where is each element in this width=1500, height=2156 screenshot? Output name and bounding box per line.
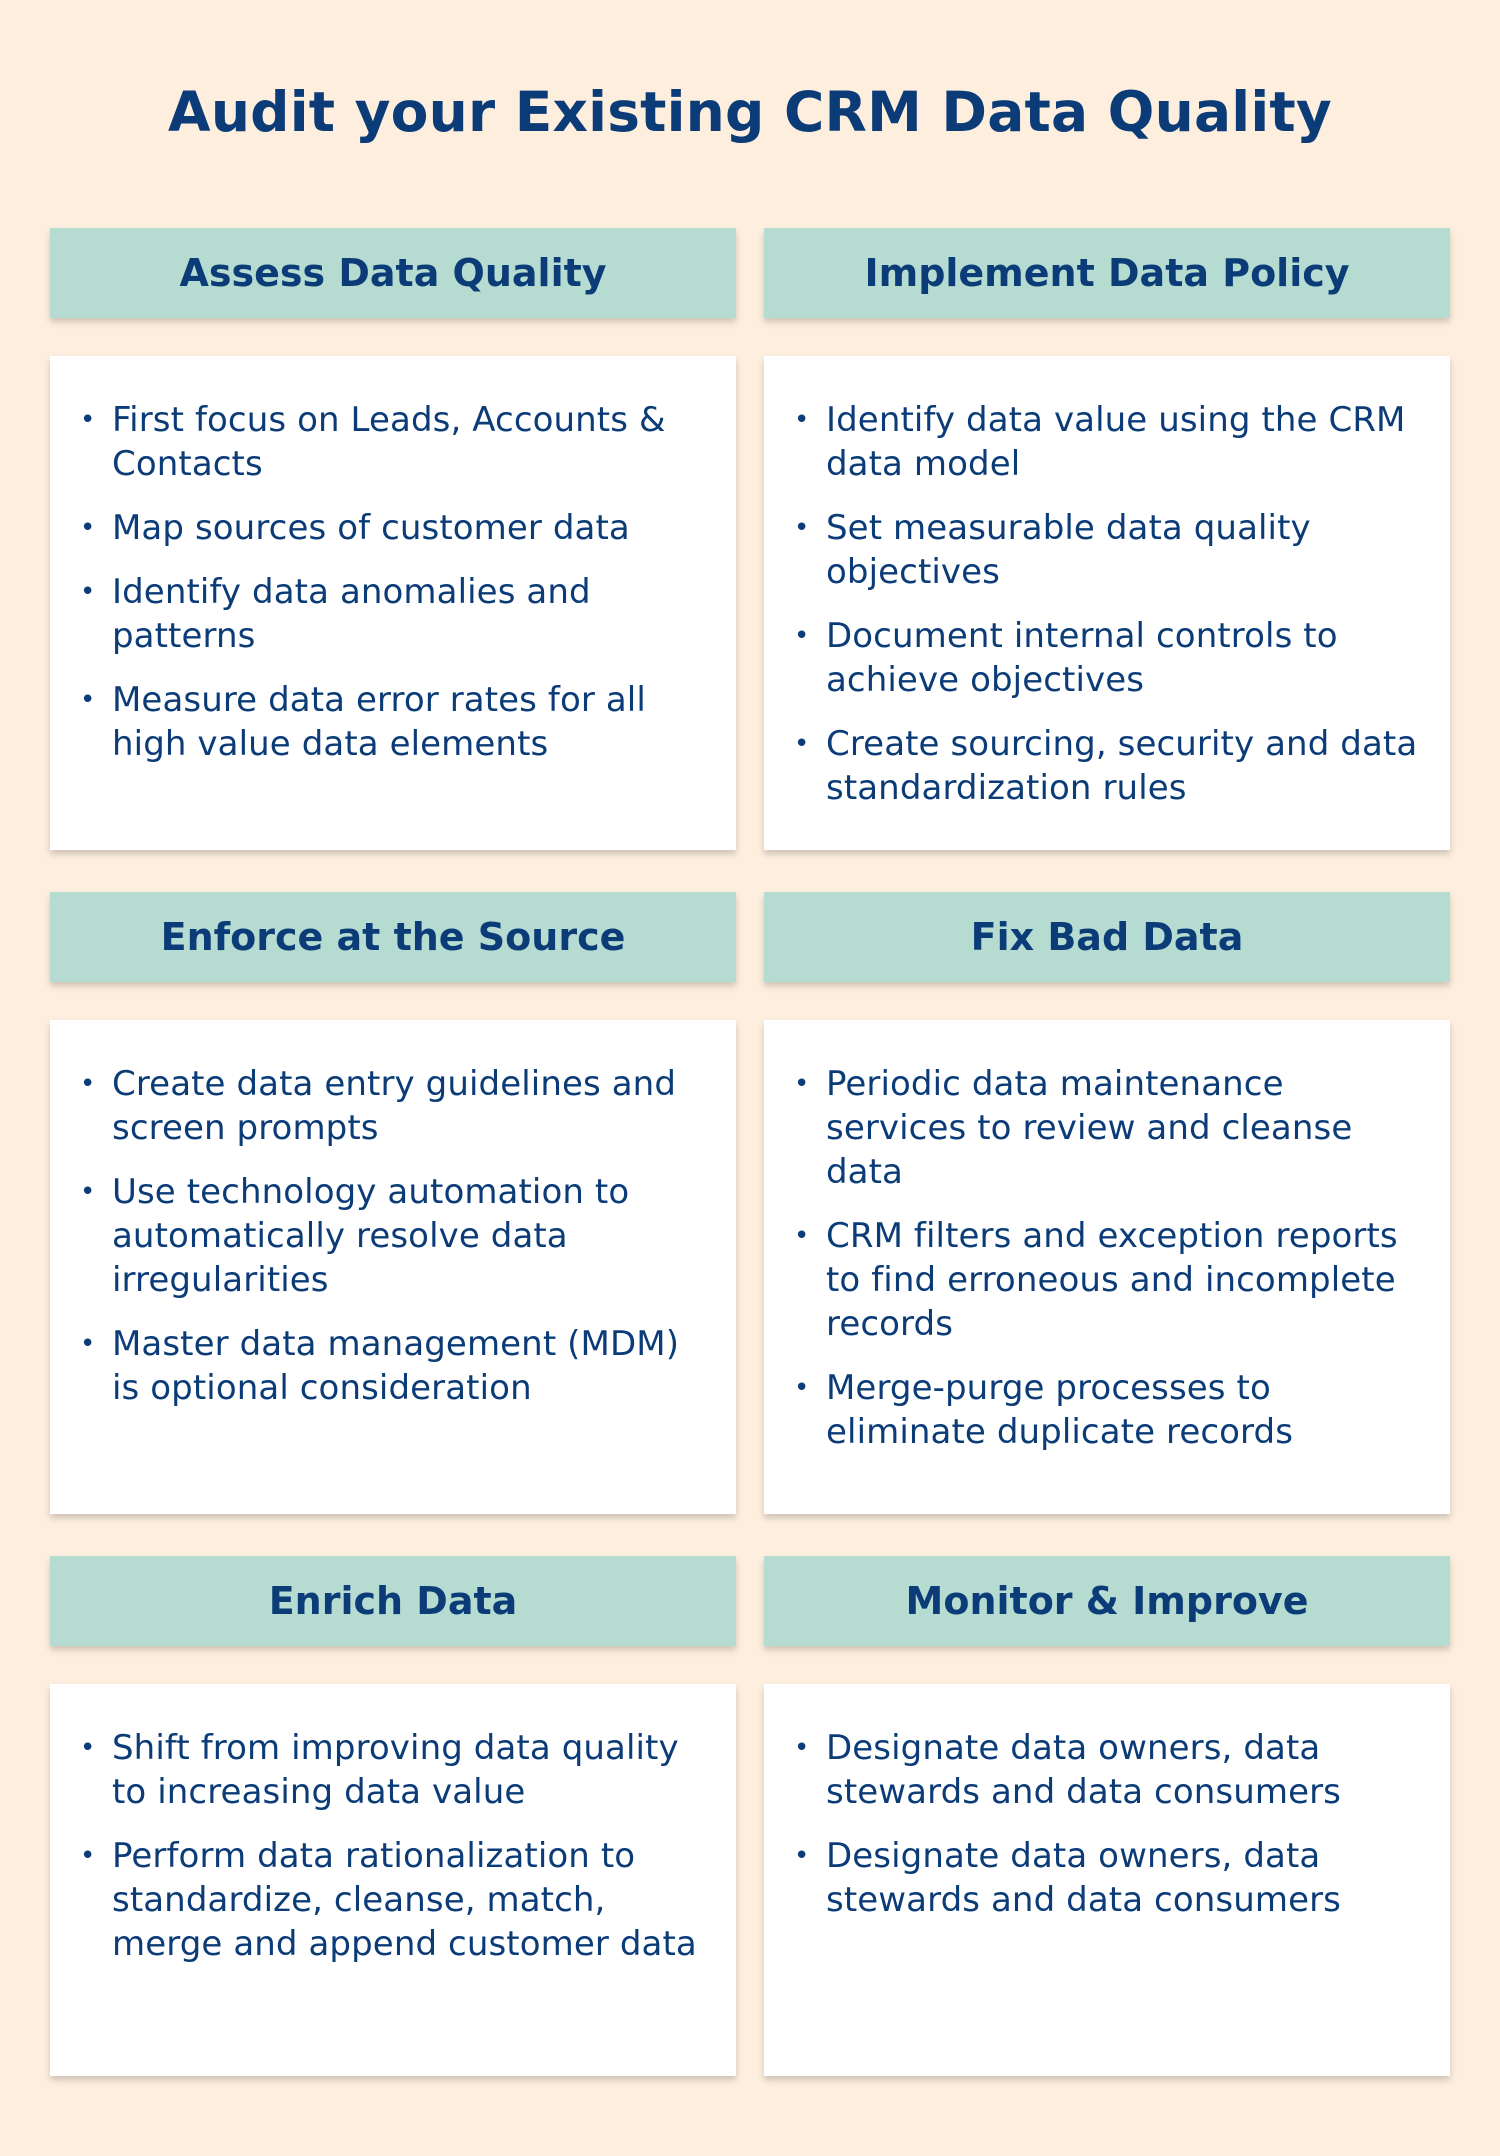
bullet-icon: • [794, 729, 810, 759]
list-item: • Set measurable data quality objectives [794, 508, 1311, 592]
bullet-list [50, 1726, 708, 1966]
list-item: • Shift from improving data quality to increasing data value [80, 1728, 679, 1812]
bullet-icon: • [794, 1733, 810, 1763]
list-item: • Use technology automation to automatically resolve data irregularities [80, 1172, 630, 1300]
bullet-icon: • [80, 513, 96, 543]
bullet-icon: • [794, 405, 810, 435]
section-card-monitor-and-improve [764, 1684, 1450, 2076]
bullet-icon: • [794, 1069, 810, 1099]
section-header-assess-data-quality: Assess Data Quality [50, 228, 736, 318]
section-card-implement-data-policy [764, 356, 1450, 850]
bullet-icon: • [794, 621, 810, 651]
list-item: • Create data entry guidelines and screen prompts [80, 1064, 677, 1148]
bullet-icon: • [80, 577, 96, 607]
bullet-list [764, 1726, 1422, 1922]
list-item: • Document internal controls to achieve objectives [794, 616, 1338, 700]
bullet-list [764, 1062, 1422, 1454]
list-item: • Designate data owners, data stewards and data consumers [794, 1728, 1341, 1812]
bullet-icon: • [80, 1177, 96, 1207]
bullet-icon: • [80, 1841, 96, 1871]
bullet-list [50, 1062, 708, 1410]
section-card-assess-data-quality [50, 356, 736, 850]
list-item: • Master data management (MDM) is optional consideration [80, 1324, 680, 1408]
list-item: • Identify data value using the CRM data model [794, 400, 1406, 484]
bullet-icon: • [80, 1069, 96, 1099]
bullet-icon: • [794, 1841, 810, 1871]
section-header-enrich-data: Enrich Data [50, 1556, 736, 1646]
list-item: • Measure data error rates for all high value data elements [80, 680, 646, 764]
section-header-fix-bad-data: Fix Bad Data [764, 892, 1450, 982]
list-item: • Create sourcing, security and data standardization rules [794, 724, 1418, 808]
list-item: • Map sources of customer data [80, 508, 630, 548]
page-title: Audit your Existing CRM Data Quality [168, 80, 1332, 144]
list-item: • Periodic data maintenance services to review and cleanse data [794, 1064, 1353, 1192]
bullet-icon: • [794, 513, 810, 543]
list-item: • CRM filters and exception reports to find erroneous and incomplete records [794, 1216, 1398, 1344]
list-item: • Identify data anomalies and patterns [80, 572, 591, 656]
list-item: • Merge-purge processes to eliminate duplicate records [794, 1368, 1294, 1452]
list-item: • Designate data owners, data stewards and data consumers [794, 1836, 1341, 1920]
bullet-icon: • [80, 685, 96, 715]
section-card-fix-bad-data [764, 1020, 1450, 1514]
section-header-enforce-at-the-source: Enforce at the Source [50, 892, 736, 982]
list-item: • First focus on Leads, Accounts & Contacts [80, 400, 666, 484]
section-header-implement-data-policy: Implement Data Policy [764, 228, 1450, 318]
bullet-icon: • [794, 1373, 810, 1403]
section-header-monitor-and-improve: Monitor & Improve [764, 1556, 1450, 1646]
bullet-list [50, 398, 708, 766]
bullet-icon: • [80, 405, 96, 435]
list-item: • Perform data rationalization to standardize, cleanse, match, merge and append customer data [80, 1836, 697, 1964]
bullet-icon: • [80, 1329, 96, 1359]
section-card-enrich-data [50, 1684, 736, 2076]
bullet-list [764, 398, 1422, 810]
bullet-icon: • [794, 1221, 810, 1251]
section-card-enforce-at-the-source [50, 1020, 736, 1514]
bullet-icon: • [80, 1733, 96, 1763]
